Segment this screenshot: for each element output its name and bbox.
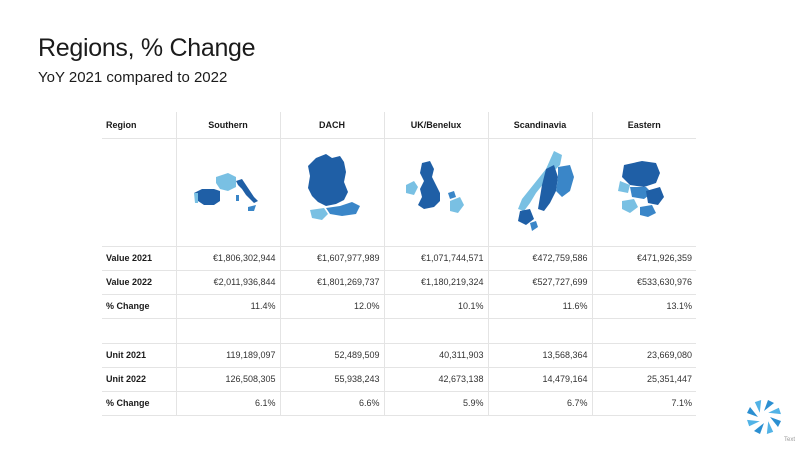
table-row	[102, 294, 696, 318]
cell-value: 42,673,138	[384, 367, 488, 391]
table-row	[102, 343, 696, 367]
header-uk-benelux: UK/Benelux	[384, 112, 488, 138]
cell-value: 119,189,097	[176, 343, 280, 367]
cell-value: 52,489,509	[280, 343, 384, 367]
cell-value: €1,607,977,989	[280, 246, 384, 270]
spacer-row	[102, 318, 696, 343]
map-cell-dach	[280, 138, 384, 246]
row-label: Value 2022	[102, 270, 176, 294]
cell-value: 5.9%	[384, 391, 488, 415]
cell-value: 6.6%	[280, 391, 384, 415]
cell-value: €1,180,219,324	[384, 270, 488, 294]
row-label: Value 2021	[102, 246, 176, 270]
cell-value: €472,759,586	[488, 246, 592, 270]
cell-value: 6.1%	[176, 391, 280, 415]
table-row	[102, 391, 696, 415]
brand-logo-icon	[744, 397, 784, 437]
cell-value: €2,011,936,844	[176, 270, 280, 294]
map-cell-uk-benelux	[384, 138, 488, 246]
map-cell-scandinavia	[488, 138, 592, 246]
cell-value: €1,071,744,571	[384, 246, 488, 270]
cell-value: €471,926,359	[592, 246, 696, 270]
header-dach: DACH	[280, 112, 384, 138]
cell-value: 10.1%	[384, 294, 488, 318]
cell-value: €1,806,302,944	[176, 246, 280, 270]
southern-europe-map	[192, 167, 264, 217]
cell-value: 25,351,447	[592, 367, 696, 391]
table-row	[102, 367, 696, 391]
footer-text: Text	[784, 437, 796, 443]
map-row-label	[102, 138, 176, 246]
header-row	[102, 112, 696, 138]
header-scandinavia: Scandinavia	[488, 112, 592, 138]
header-region: Region	[102, 112, 176, 138]
slide-title: Regions, % Change	[38, 34, 256, 62]
table-row	[102, 246, 696, 270]
scandinavia-map	[500, 147, 580, 237]
map-row	[102, 138, 696, 246]
cell-value: 11.6%	[488, 294, 592, 318]
map-cell-southern	[176, 138, 280, 246]
regions-table	[102, 112, 696, 416]
row-label: Unit 2021	[102, 343, 176, 367]
cell-value: 14,479,164	[488, 367, 592, 391]
cell-value: 13,568,364	[488, 343, 592, 367]
cell-value: 6.7%	[488, 391, 592, 415]
uk-benelux-map	[400, 157, 472, 227]
cell-value: 12.0%	[280, 294, 384, 318]
row-label: % Change	[102, 294, 176, 318]
table-row	[102, 270, 696, 294]
header-eastern: Eastern	[592, 112, 696, 138]
cell-value: €533,630,976	[592, 270, 696, 294]
cell-value: 11.4%	[176, 294, 280, 318]
eastern-europe-map	[608, 157, 680, 227]
cell-value: 23,669,080	[592, 343, 696, 367]
cell-value: 7.1%	[592, 391, 696, 415]
map-cell-eastern	[592, 138, 696, 246]
header-southern: Southern	[176, 112, 280, 138]
dach-map	[296, 152, 368, 232]
cell-value: 55,938,243	[280, 367, 384, 391]
slide-subtitle: YoY 2021 compared to 2022	[38, 69, 228, 86]
row-label: Unit 2022	[102, 367, 176, 391]
cell-value: €527,727,699	[488, 270, 592, 294]
row-label: % Change	[102, 391, 176, 415]
cell-value: 40,311,903	[384, 343, 488, 367]
cell-value: 126,508,305	[176, 367, 280, 391]
cell-value: 13.1%	[592, 294, 696, 318]
cell-value: €1,801,269,737	[280, 270, 384, 294]
